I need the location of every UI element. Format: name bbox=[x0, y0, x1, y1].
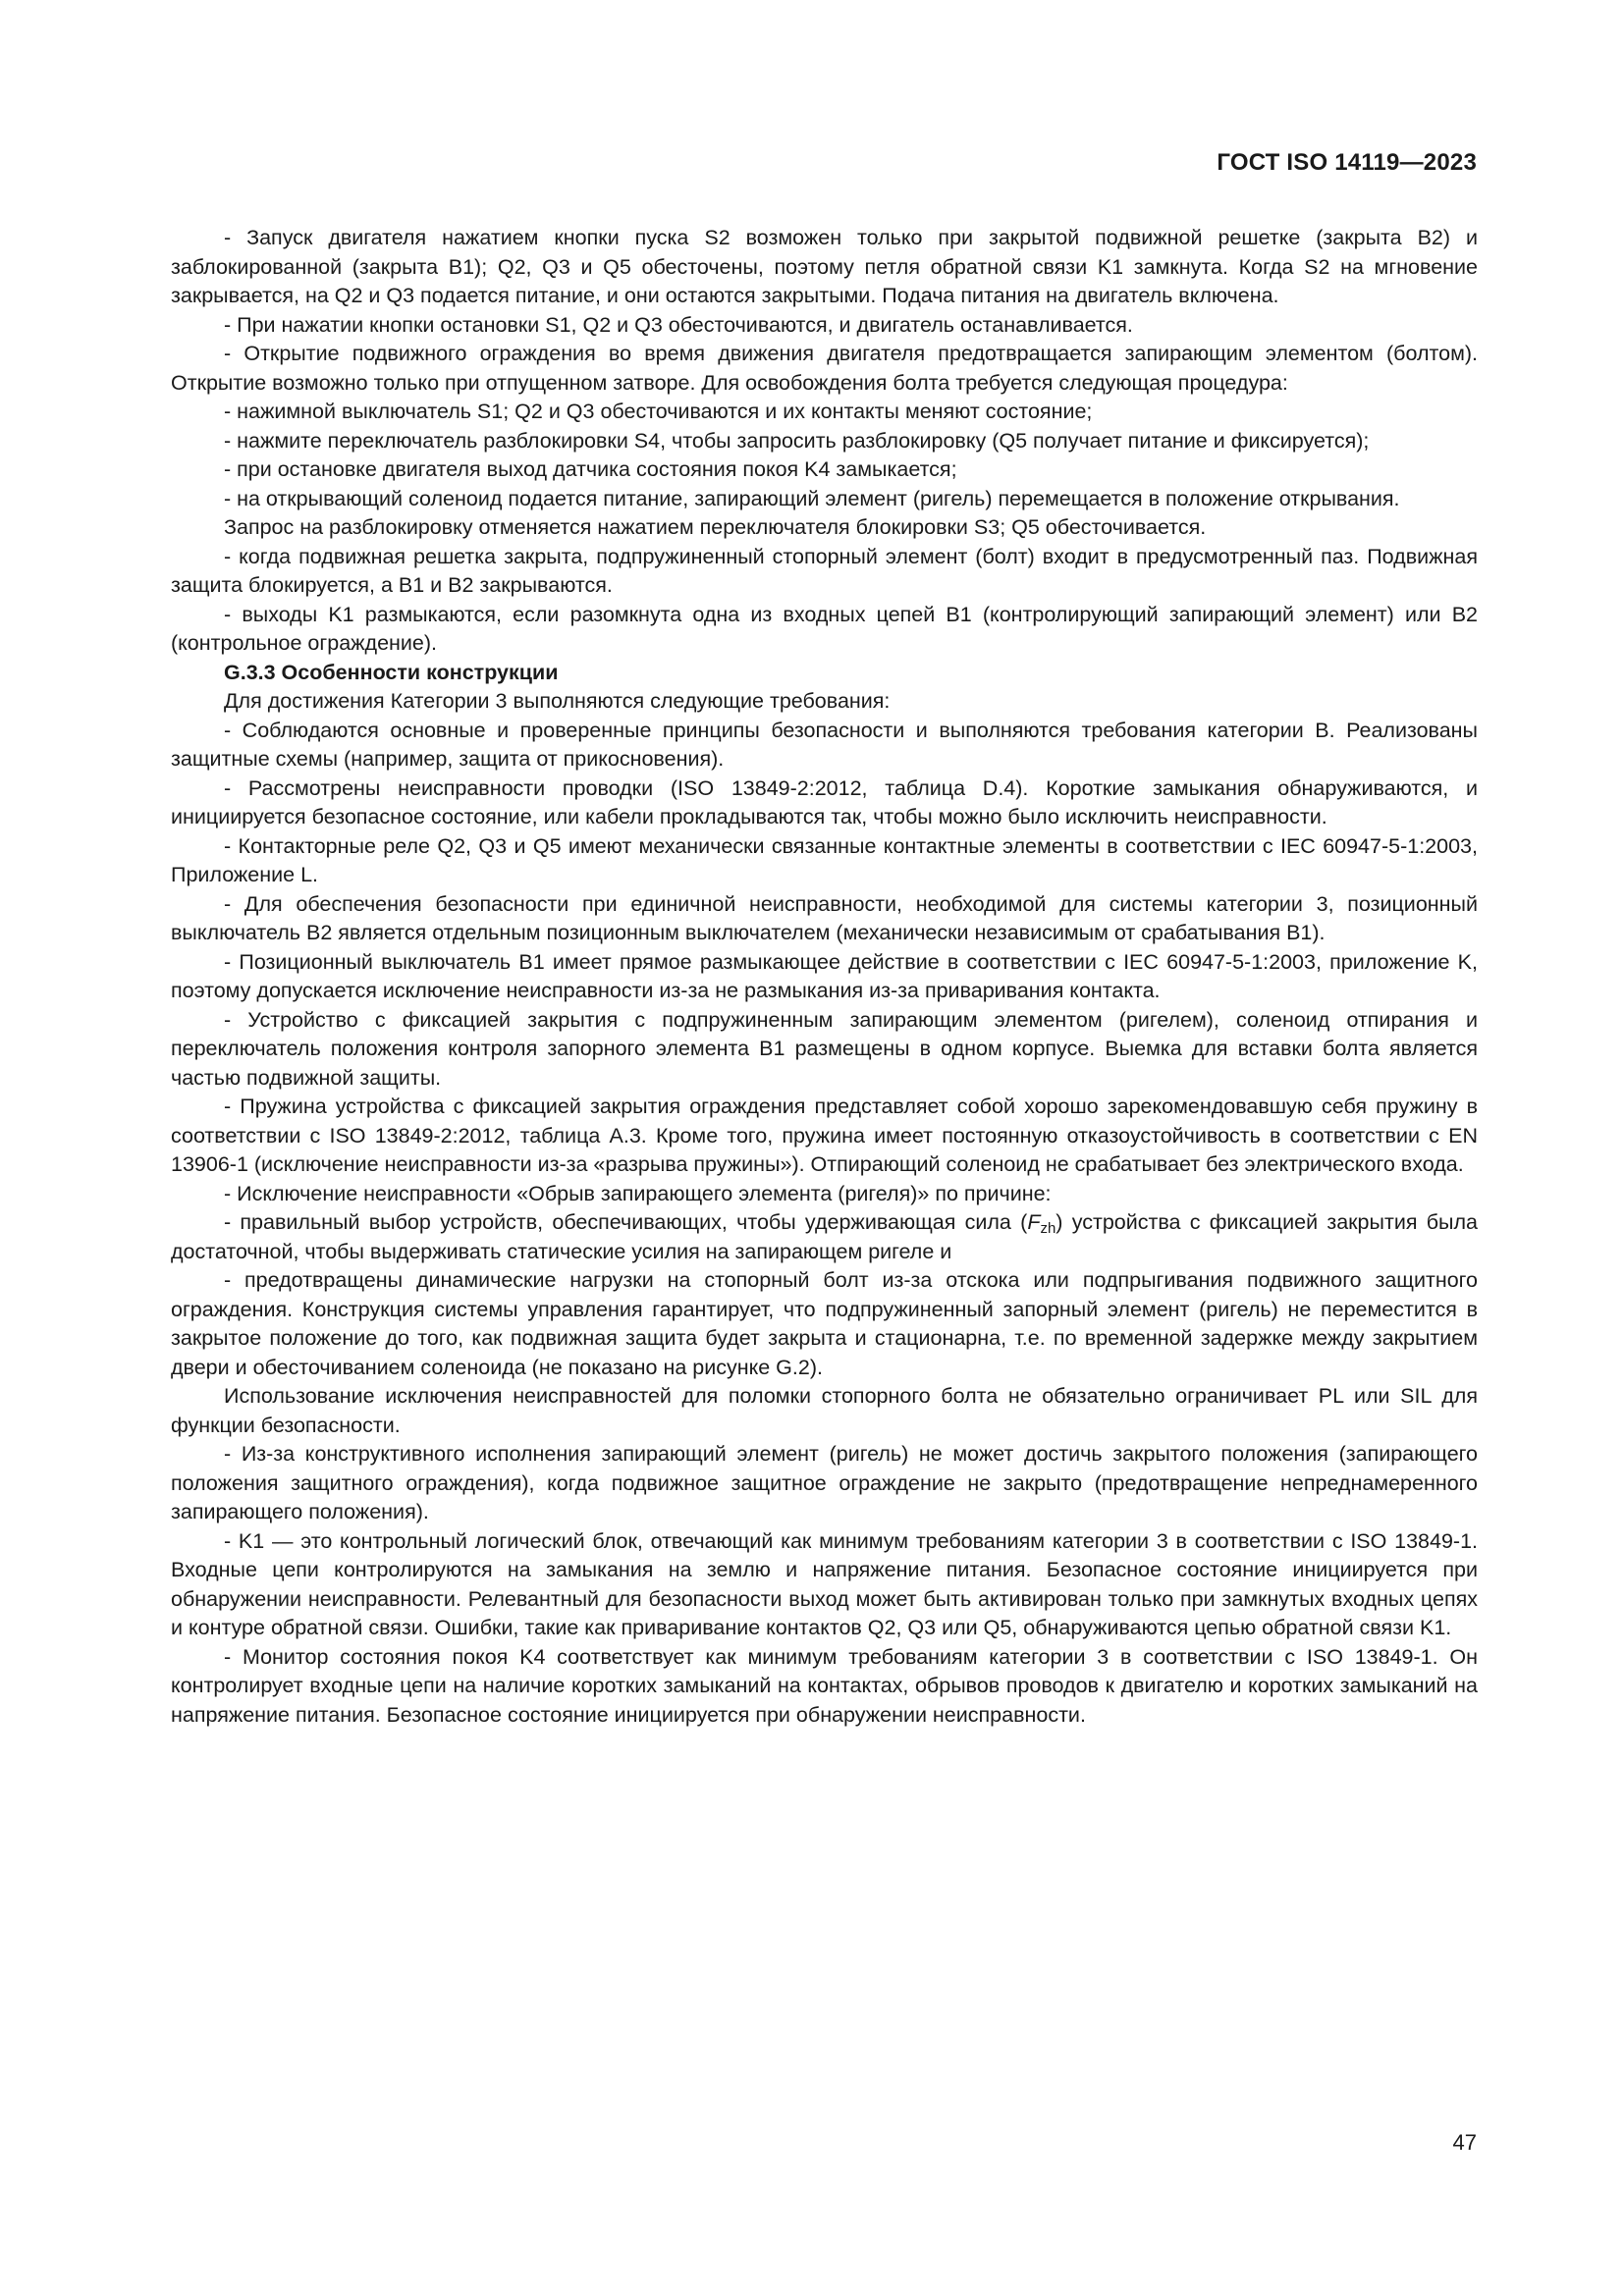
paragraph: - нажмите переключатель разблокировки S4, чтобы запросить разблокировку (Q5 получает питание и фиксируется); bbox=[224, 428, 1370, 453]
paragraph: - Исключение неисправности «Обрыв запирающего элемента (ригеля)» по причине: bbox=[224, 1181, 1052, 1205]
paragraph: Для достижения Категории 3 выполняются следующие требования: bbox=[224, 689, 891, 713]
paragraph: - Позиционный выключатель B1 имеет прямое размыкающее действие в соответствии с IEC 60947-5-1:2003, приложение K, поэтому допускается исключение неисправности из-за не размыкания из-за приваривания контакта. bbox=[171, 949, 1478, 1002]
force-text-after: ) устройства с фиксацией закрытия была достаточной, чтобы выдерживать статические усилия на запирающем ригеле и bbox=[171, 1210, 1478, 1263]
paragraph: - Из-за конструктивного исполнения запирающий элемент (ригель) не может достичь закрытого положения (запирающего положения защитного ограждения), когда подвижное защитное ограждение не закрыто (предотвращение непреднамеренного запирающего положения). bbox=[171, 1442, 1478, 1523]
force-text-before: - правильный выбор устройств, обеспечивающих, чтобы удерживающая сила ( bbox=[224, 1210, 1028, 1234]
paragraph: - Пружина устройства с фиксацией закрытия ограждения представляет собой хорошо зарекомендовавшую себя пружину в соответствии с ISO 13849-2:2012, таблица A.3. Кроме того, пружина имеет постоянную отказоустойчивость в соответствии с EN 13906-1 (исключение неисправности из-за «разрыва пружины»). Отпирающий соленоид не срабатывает без электрического входа. bbox=[171, 1095, 1478, 1176]
paragraph: - Запуск двигателя нажатием кнопки пуска S2 возможен только при закрытой подвижной решетке (закрыта B2) и заблокированной (закрыта B1); Q2, Q3 и Q5 обесточены, поэтому петля обратной связи K1 замкнута. Когда S2 на мгновение закрывается, на Q2 и Q3 подается питание, и они остаются закрытыми. Подача питания на двигатель включена. bbox=[171, 226, 1478, 307]
paragraph: - Устройство с фиксацией закрытия с подпружиненным запирающим элементом (ригелем), соленоид отпирания и переключатель положения контроля запорного элемента B1 размещены в одном корпусе. Выемка для вставки болта является частью подвижной защиты. bbox=[171, 1007, 1478, 1090]
paragraph: - когда подвижная решетка закрыта, подпружиненный стопорный элемент (болт) входит в предусмотренный паз. Подвижная защита блокируется, а B1 и B2 закрываются. bbox=[171, 544, 1478, 597]
paragraph: Использование исключения неисправностей для поломки стопорного болта не обязательно ограничивает PL или SIL для функции безопасности. bbox=[171, 1384, 1478, 1437]
force-symbol: F bbox=[1027, 1210, 1041, 1234]
page-number: 47 bbox=[1452, 2130, 1477, 2155]
force-subscript: zh bbox=[1040, 1220, 1056, 1237]
paragraph: - при остановке двигателя выход датчика состояния покоя K4 замыкается; bbox=[224, 457, 957, 481]
main-content bbox=[171, 224, 1478, 1730]
paragraph: - нажимной выключатель S1; Q2 и Q3 обесточиваются и их контакты меняют состояние; bbox=[224, 400, 1093, 423]
paragraph: - выходы K1 размыкаются, если разомкнута одна из входных цепей B1 (контролирующий запирающий элемент) или B2 (контрольное ограждение). bbox=[171, 602, 1478, 655]
paragraph: - При нажатии кнопки остановки S1, Q2 и Q3 обесточиваются, и двигатель останавливается. bbox=[224, 312, 1133, 337]
force-paragraph bbox=[171, 1208, 1478, 1266]
paragraph: - Контакторные реле Q2, Q3 и Q5 имеют механически связанные контактные элементы в соответствии с IEC 60947-5-1:2003, Приложение L. bbox=[171, 833, 1478, 886]
document-header: ГОСТ ISO 14119—2023 bbox=[1217, 149, 1477, 176]
paragraph: Запрос на разблокировку отменяется нажатием переключателя блокировки S3; Q5 обесточивается. bbox=[224, 515, 1207, 539]
section-heading: G.3.3 Особенности конструкции bbox=[224, 660, 559, 684]
paragraph: - Рассмотрены неисправности проводки (ISO 13849-2:2012, таблица D.4). Короткие замыкания обнаруживаются, и инициируется безопасное состояние, или кабели прокладываются так, чтобы можно было исключить неисправности. bbox=[171, 775, 1478, 828]
paragraph: - Соблюдаются основные и проверенные принципы безопасности и выполняются требования категории B. Реализованы защитные схемы (например, защита от прикосновения). bbox=[171, 718, 1478, 771]
paragraph: - Для обеспечения безопасности при единичной неисправности, необходимой для системы категории 3, позиционный выключатель B2 является отдельным позиционным выключателем (механически независимым от срабатывания B1). bbox=[171, 891, 1478, 944]
paragraph: - Открытие подвижного ограждения во время движения двигателя предотвращается запирающим элементом (болтом). Открытие возможно только при отпущенном затворе. Для освобождения болта требуется следующая процедура: bbox=[171, 342, 1478, 395]
paragraph: - Монитор состояния покоя K4 соответствует как минимум требованиям категории 3 в соответствии с ISO 13849-1. Он контролирует входные цепи на наличие коротких замыканий на контактах, обрывов проводов к двигателю и коротких замыканий на напряжение питания. Безопасное состояние инициируется при обнаружении неисправности. bbox=[171, 1644, 1478, 1727]
paragraph: - K1 — это контрольный логический блок, отвечающий как минимум требованиям категории 3 в соответствии с ISO 13849-1. Входные цепи контролируются на замыкания на землю и напряжение питания. Безопасное состояние инициируется при обнаружении неисправности. Релевантный для безопасности выход может быть активирован только при замкнутых входных цепях и контуре обратной связи. Ошибки, такие как приваривание контактов Q2, Q3 или Q5, обнаруживаются цепью обратной связи K1. bbox=[171, 1528, 1478, 1639]
paragraph: - на открывающий соленоид подается питание, запирающий элемент (ригель) перемещается в положение открывания. bbox=[224, 486, 1400, 510]
paragraph: - предотвращены динамические нагрузки на стопорный болт из-за отскока или подпрыгивания подвижного защитного ограждения. Конструкция системы управления гарантирует, что подпружиненный запорный элемент (ригель) не переместится в закрытое положение до того, как подвижная защита будет закрыта и стационарна, т.е. по временной задержке между закрытием двери и обесточиванием соленоида (не показано на рисунке G.2). bbox=[171, 1268, 1478, 1379]
